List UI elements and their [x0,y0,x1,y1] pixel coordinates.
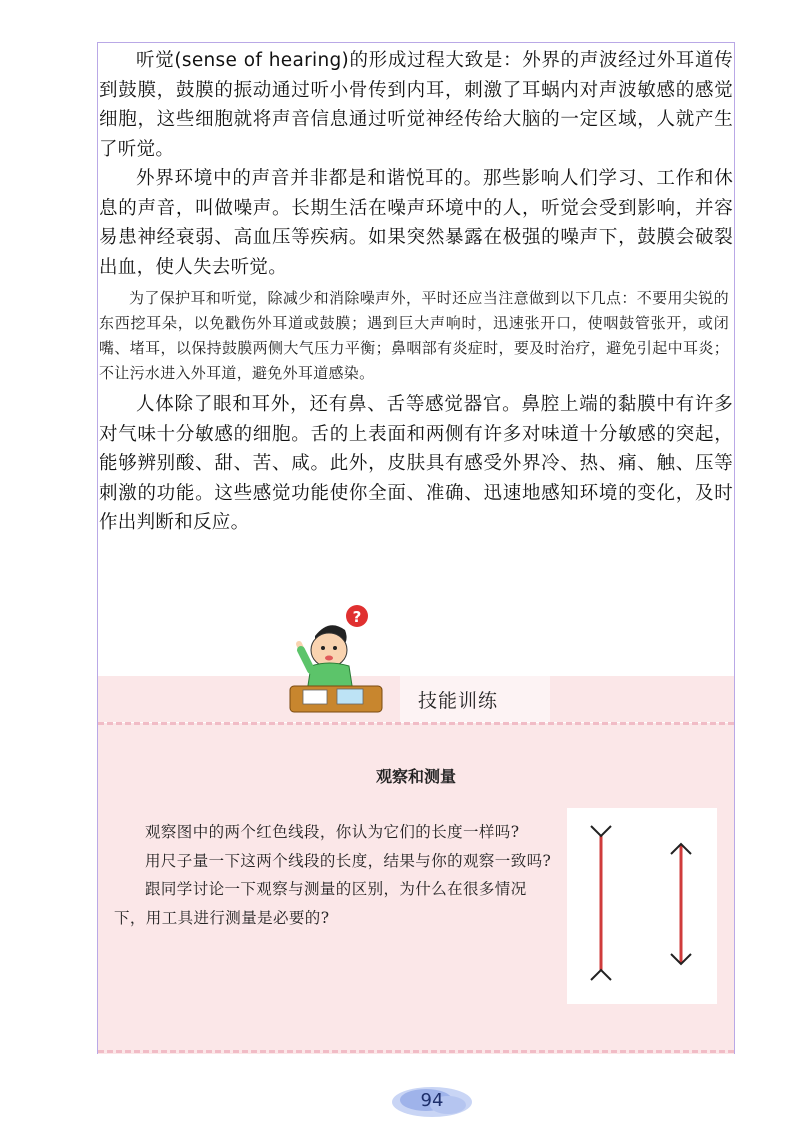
paragraph-ear-protection: 为了保护耳和听觉，除减少和消除噪声外，平时还应当注意做到以下几点：不要用尖锐的东西挖耳朵，以免戳伤外耳道或鼓膜；遇到巨大声响时，迅速张开口，使咽鼓管张开，或闭嘴、堵耳，以保持鼓膜两侧大气压力平衡；鼻咽部有炎症时，要及时治疗，避免引起中耳炎；不让污水进入外耳道，避免外耳道感染。 [99,289,729,382]
page-number: 94 [420,1090,444,1111]
exercise-question-3: 跟同学讨论一下观察与测量的区别，为什么在很多情况下，用工具进行测量是必要的? [114,880,527,927]
skill-section-title: 技能训练 [418,690,499,712]
exercise-question-1: 观察图中的两个红色线段，你认为它们的长度一样吗? [145,823,520,841]
paragraph-hearing: 听觉(sense of hearing)的形成过程大致是：外界的声波经过外耳道传到鼓膜，鼓膜的振动通过听小骨传到内耳，刺激了耳蜗内对声波敏感的感觉细胞，这些细胞就将声音信息通过听觉神经传给大脑的一定区域，人就产生了听觉。 [99,50,733,160]
svg-text:?: ? [352,608,362,626]
left-top-fins [591,826,611,836]
dashed-divider-bottom [98,1050,734,1053]
page-number-badge [390,1082,474,1122]
body-text [97,42,735,538]
paragraph-other-senses: 人体除了眼和耳外，还有鼻、舌等感觉器官。鼻腔上端的黏膜中有许多对气味十分敏感的细胞。舌的上表面和两侧有许多对味道十分敏感的突起，能够辨别酸、甜、苦、咸。此外，皮肤具有感受外界冷、热、痛、触、压等刺激的功能。这些感觉功能使你全面、准确、迅速地感知环境的变化，及时作出判断和反应。 [99,394,733,533]
exercise-subtitle: 观察和测量 [375,767,456,786]
illusion-figure [567,808,717,1004]
exercise-text [114,818,554,932]
exercise-question-2: 用尺子量一下这两个线段的长度，结果与你的观察一致吗? [145,851,552,870]
student-illustration [285,600,385,718]
paragraph-noise: 外界环境中的声音并非都是和谐悦耳的。那些影响人们学习、工作和休息的声音，叫做噪声。长期生活在噪声环境中的人，听觉会受到影响，并容易患神经衰弱、高血压等疾病。如果突然暴露在极强的噪声下，鼓膜会破裂出血，使人失去听觉。 [99,168,733,278]
left-bottom-fins [591,970,611,980]
dashed-divider-top [98,722,734,725]
